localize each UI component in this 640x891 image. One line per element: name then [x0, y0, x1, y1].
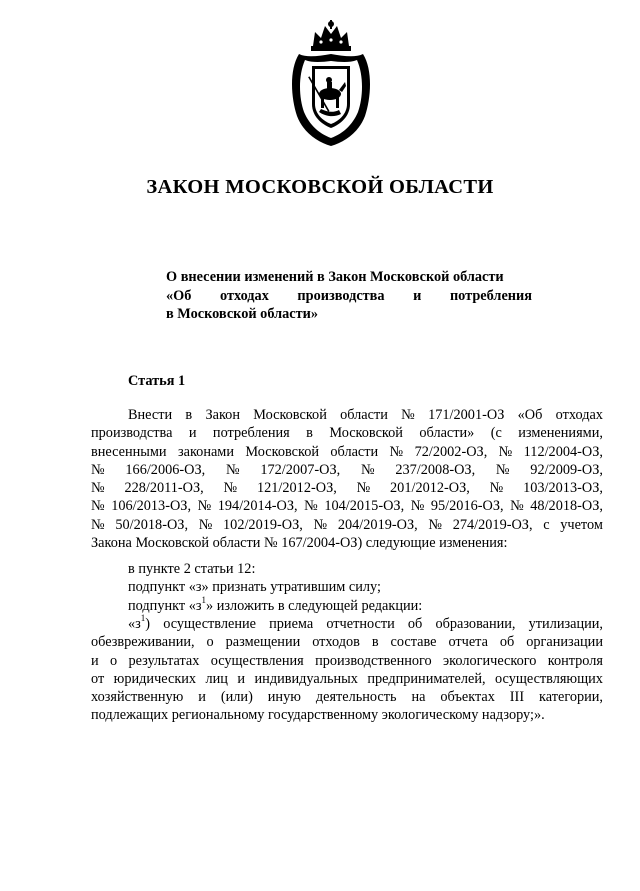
word: юридических: [113, 670, 197, 687]
word: 102/2019-ОЗ,: [223, 516, 303, 533]
word: обезвреживании,: [91, 634, 195, 651]
word: производства: [91, 425, 173, 442]
article-heading: Статья 1: [128, 373, 186, 389]
word: результатах: [128, 652, 200, 669]
item-z1-sup: 1: [201, 594, 206, 605]
word: индивидуальных: [254, 670, 358, 687]
word: утилизации,: [528, 616, 603, 632]
item-z1-text: подпункт «з: [128, 597, 202, 614]
word: 228/2011-ОЗ,: [124, 480, 204, 497]
intro-line: [91, 424, 603, 442]
word: отходов: [312, 634, 360, 651]
word: 92/2009-ОЗ,: [530, 461, 603, 478]
word: изменениями,: [518, 425, 603, 442]
quote-open-text: «з: [128, 616, 141, 632]
word: предпринимателей,: [367, 670, 486, 687]
quote-line: [91, 688, 603, 706]
word: отходах: [555, 407, 603, 423]
word: деятельность: [315, 689, 397, 706]
word: составе: [390, 634, 437, 651]
word: отчетности: [326, 616, 395, 632]
subject-word: отходах: [219, 287, 269, 304]
word: категории,: [539, 689, 603, 706]
word: №: [410, 498, 425, 515]
word: в: [371, 634, 379, 651]
intro-line: [91, 479, 603, 497]
word: внесенными: [91, 443, 167, 460]
item-z1: [91, 594, 603, 615]
word: производственного: [315, 652, 432, 669]
quote-line-first: [91, 615, 603, 633]
word: о: [109, 652, 118, 669]
word: 121/2012-ОЗ,: [256, 480, 337, 497]
word: 172/2007-ОЗ,: [260, 461, 341, 478]
word: 204/2019-ОЗ,: [337, 516, 418, 533]
word: 95/2016-ОЗ,: [430, 498, 504, 515]
word: №: [223, 480, 238, 497]
word: №: [313, 516, 328, 533]
word: отчета: [448, 634, 488, 651]
word: на: [411, 689, 426, 706]
word: в: [306, 425, 313, 442]
word: Московской: [245, 443, 319, 460]
word: №: [225, 461, 240, 478]
intro-line: [91, 461, 603, 479]
quote-line: [91, 670, 603, 688]
law-title: ЗАКОН МОСКОВСКОЙ ОБЛАСТИ: [146, 176, 494, 198]
word: о: [206, 634, 214, 651]
word: образовании,: [435, 616, 516, 632]
word: контроля: [547, 652, 603, 669]
item-z1-text-post: » изложить в следующей редакции:: [206, 597, 423, 614]
word: приема: [269, 616, 314, 632]
word: 166/2006-ОЗ,: [125, 461, 206, 478]
quote-sup: 1: [140, 613, 146, 624]
word: об: [407, 616, 423, 632]
subject-word: и: [413, 287, 422, 304]
intro-line: [91, 443, 603, 461]
word: размещении: [225, 634, 301, 651]
word: с: [543, 516, 550, 533]
quote-line: [91, 652, 603, 670]
word: Московской: [329, 425, 403, 442]
item-point: в пункте 2 статьи 12:: [128, 561, 256, 577]
word: и: [237, 670, 246, 687]
word: №: [198, 516, 213, 533]
word: учетом: [560, 516, 603, 533]
word: №: [304, 498, 318, 515]
intro-line: [91, 516, 603, 534]
intro-line-last: Закона Московской области № 167/2004-ОЗ) следующие изменения:: [91, 535, 508, 552]
word: области»: [419, 425, 475, 442]
word: (с: [490, 425, 502, 442]
quote-opener: «$з^1$): [128, 613, 151, 632]
word: 201/2012-ОЗ,: [390, 480, 470, 497]
subject-word: производства: [297, 287, 385, 304]
word: 106/2013-ОЗ,: [111, 498, 192, 515]
word: и: [188, 425, 197, 442]
word: от: [91, 670, 105, 687]
word: хозяйственную: [91, 689, 184, 706]
word: №: [510, 498, 524, 515]
word: потребления: [212, 425, 290, 442]
word: 72/2002-ОЗ,: [414, 443, 488, 460]
coat-of-arms-icon: [285, 20, 377, 148]
word: №: [197, 498, 212, 515]
word: и: [198, 689, 206, 706]
word: иную: [267, 689, 301, 706]
word: экологического: [443, 652, 537, 669]
word: лиц: [205, 670, 228, 687]
word: №: [91, 498, 105, 515]
subject-line-2: [166, 287, 532, 306]
article-intro-paragraph: [91, 406, 603, 552]
word: организации: [526, 634, 603, 651]
word: 103/2013-ОЗ,: [523, 480, 603, 497]
quote-line-last: подлежащих региональному государственному экологическому надзору;».: [91, 707, 545, 724]
word: осуществления: [210, 652, 304, 669]
word: (или): [220, 689, 253, 706]
word: области: [340, 407, 388, 423]
word: III: [509, 689, 525, 706]
word: №: [498, 443, 513, 460]
subject-word: потребления: [449, 287, 532, 304]
subject-line-3: в Московской области»: [166, 306, 319, 322]
word: №: [91, 516, 105, 533]
item-z: подпункт «з» признать утратившим силу;: [128, 579, 381, 596]
word: 50/2018-ОЗ,: [115, 516, 189, 533]
word: 237/2008-ОЗ,: [395, 461, 476, 478]
word: осуществление: [163, 616, 256, 632]
word: №: [428, 516, 443, 533]
word: 274/2019-ОЗ,: [452, 516, 533, 533]
word: Московской: [253, 407, 327, 423]
subject-line-1: О внесении изменений в Закон Московской области: [166, 269, 504, 285]
article-items: [91, 560, 603, 615]
word: «Об: [517, 407, 543, 423]
law-subject: [166, 268, 532, 324]
word: Закон: [205, 407, 240, 423]
word: осуществляющих: [495, 670, 603, 687]
word: и: [91, 652, 99, 669]
word: законами: [177, 443, 235, 460]
word: №: [389, 443, 404, 460]
word: об: [499, 634, 515, 651]
word: области: [330, 443, 379, 460]
word: 104/2015-ОЗ,: [324, 498, 405, 515]
word: №: [360, 461, 375, 478]
quote-line: [91, 633, 603, 651]
new-redaction-quote: [91, 615, 603, 725]
word: №: [495, 461, 510, 478]
word: объектах: [440, 689, 495, 706]
subject-word: «Об: [166, 287, 192, 304]
intro-line: [91, 497, 603, 515]
word: 48/2018-ОЗ,: [530, 498, 603, 515]
word: Внести: [128, 407, 173, 423]
word: 112/2004-ОЗ,: [523, 443, 603, 460]
word: №: [401, 407, 415, 423]
word: 171/2001-ОЗ: [428, 407, 505, 423]
word: №: [489, 480, 504, 497]
word: 194/2014-ОЗ,: [217, 498, 298, 515]
word: №: [91, 461, 105, 478]
word: №: [91, 480, 105, 497]
word: в: [185, 407, 193, 423]
intro-line: [91, 406, 603, 424]
word: №: [356, 480, 371, 497]
